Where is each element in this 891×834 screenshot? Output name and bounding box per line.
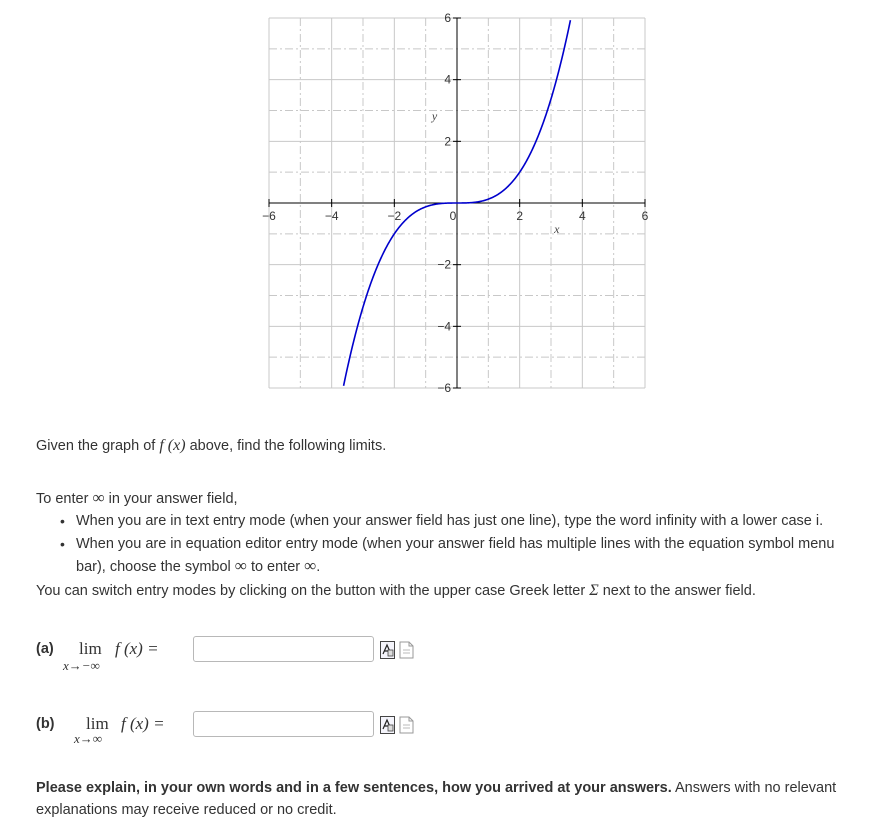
part-b-lim-sub: x→∞: [74, 731, 103, 746]
x-tick-label: 6: [641, 209, 649, 223]
document-icon[interactable]: [399, 716, 414, 734]
bullet-2-line2-a: bar), choose the symbol: [76, 559, 231, 575]
explain-line2: explanations may receive reduced or no credit.: [36, 802, 337, 818]
instructions-line1-a: To enter: [36, 491, 89, 507]
infinity-symbol-2: ∞: [234, 556, 247, 575]
y-axis-label: y: [431, 108, 438, 123]
switch-b: next to the answer field.: [602, 583, 756, 599]
intro-after: above, find the following limits.: [189, 438, 387, 454]
function-graph: [255, 8, 655, 400]
y-tick-label: 6: [444, 11, 451, 25]
explain-bold: Please explain, in your own words and in a few sentences, how you arrived at your answers.: [36, 780, 672, 796]
explain-line1: [36, 780, 836, 796]
part-a-lim-sub: x→−∞: [63, 658, 100, 673]
sigma-symbol: Σ: [589, 582, 599, 599]
equation-editor-icon[interactable]: [380, 641, 395, 659]
x-tick-label: −6: [262, 209, 276, 223]
document-icon[interactable]: [399, 641, 414, 659]
intro-text: [36, 437, 386, 455]
intro-before: Given the graph of: [36, 438, 156, 454]
part-a-label: (a): [36, 641, 54, 657]
infinity-symbol: ∞: [92, 488, 105, 507]
infinity-symbol-3: ∞: [304, 556, 317, 575]
intro-func: f (x): [159, 437, 186, 454]
equation-editor-icon[interactable]: [380, 716, 395, 734]
y-tick-label: −6: [437, 381, 451, 395]
bullet-2-line2: [76, 556, 320, 576]
y-tick-label: −4: [437, 319, 451, 334]
part-a-lim: lim: [79, 639, 102, 658]
bullet-marker-1: •: [60, 513, 65, 529]
bullet-2-line2-b: to enter: [250, 559, 301, 575]
part-b-lim: lim: [86, 714, 109, 733]
bullet-2-line1: When you are in equation editor entry mode (when your answer field has multiple lines with the equation symbol menu: [76, 536, 835, 552]
part-a-answer-input[interactable]: [193, 636, 374, 662]
x-tick-label: 0: [449, 209, 457, 223]
explain-normal-1: Answers with no relevant: [675, 780, 837, 796]
y-tick-label: 4: [444, 72, 451, 87]
y-tick-label: −2: [437, 257, 451, 272]
bullet-marker-2: •: [60, 536, 65, 552]
switch-a: You can switch entry modes by clicking on the button with the upper case Greek letter: [36, 583, 586, 599]
x-tick-label: −4: [324, 209, 339, 223]
x-tick-label: 2: [516, 209, 524, 223]
bullet-2-period: .: [316, 559, 321, 575]
x-tick-label: 4: [578, 209, 586, 223]
instructions-line1-b: in your answer field,: [108, 491, 238, 507]
bullet-1-text: When you are in text entry mode (when your answer field has just one line), type the word infinity with a lower case i.: [76, 513, 824, 529]
x-axis-label: x: [554, 222, 560, 236]
y-tick-label: 2: [444, 134, 451, 149]
switch-modes-text: [36, 582, 756, 600]
part-b-expr: f (x) =: [121, 714, 165, 733]
part-b-label: (b): [36, 716, 55, 732]
part-a-expr: f (x) =: [115, 639, 159, 658]
part-b-answer-input[interactable]: [193, 711, 374, 737]
instructions-line1: [36, 488, 238, 508]
x-tick-label: −2: [387, 209, 402, 223]
